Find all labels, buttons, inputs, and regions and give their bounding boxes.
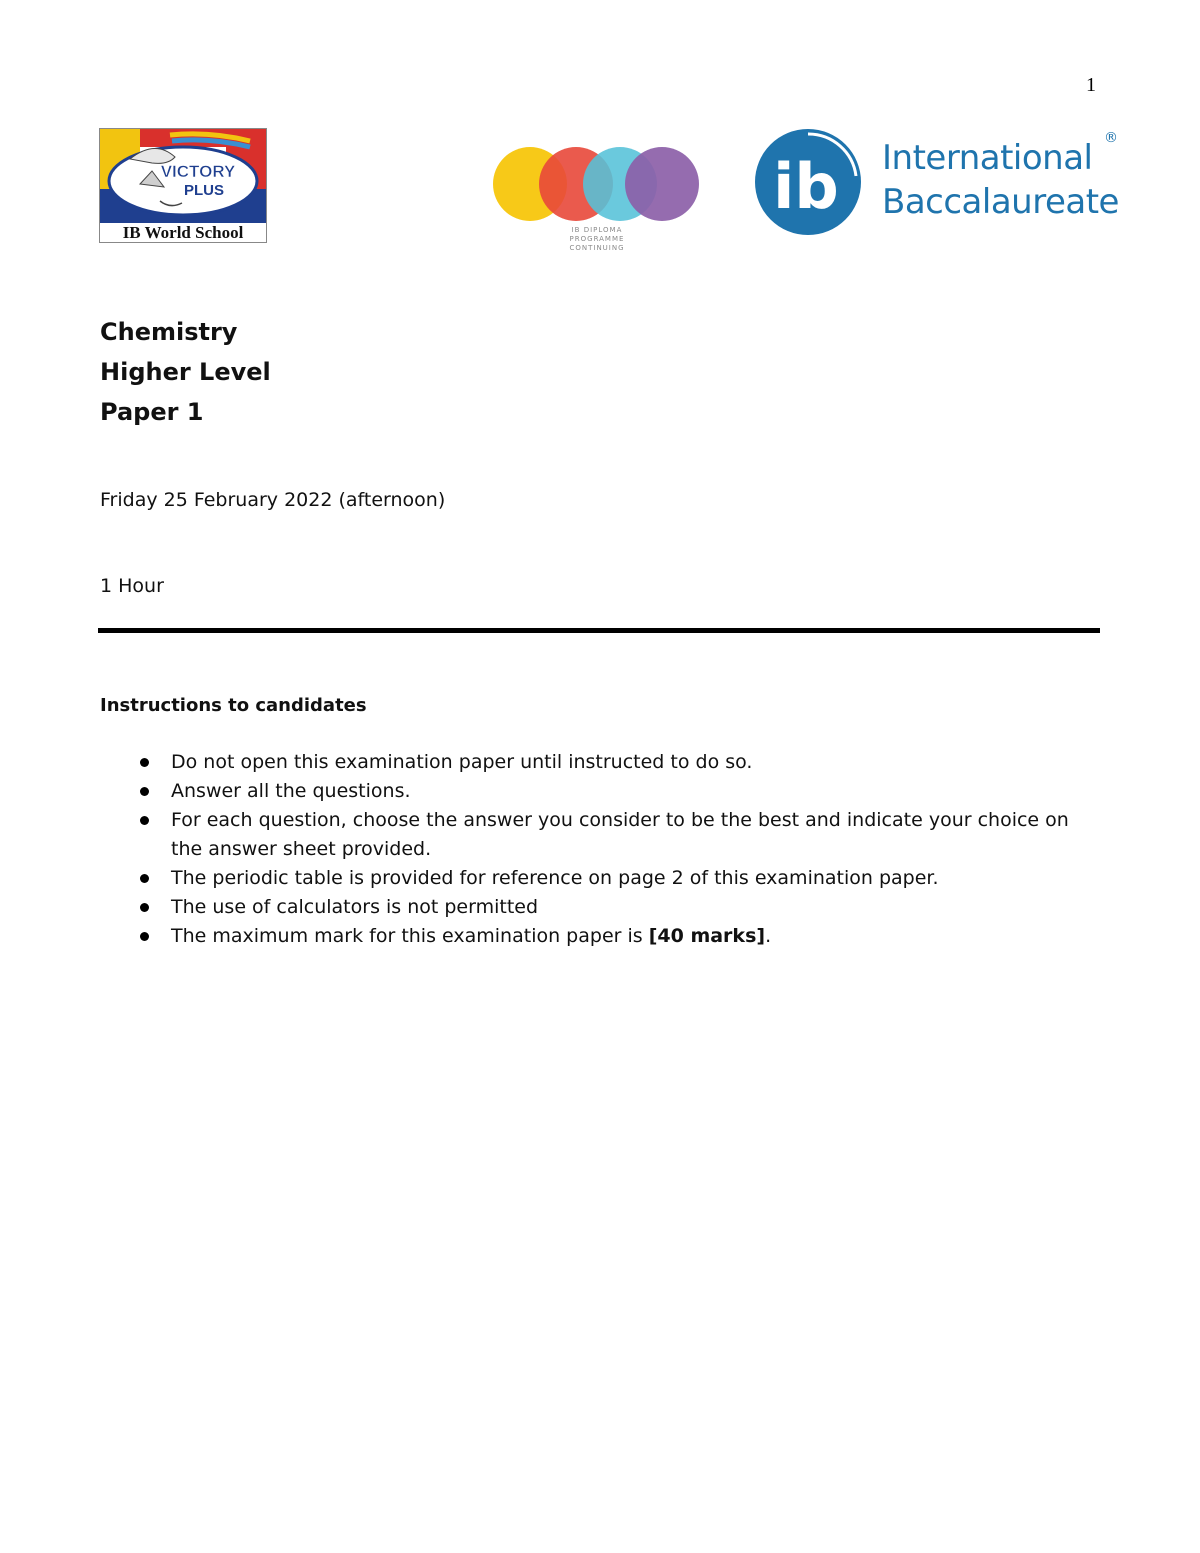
dp-caption-line-2: PROGRAMME bbox=[569, 235, 625, 243]
ib-name-text bbox=[882, 136, 1119, 224]
instruction-item bbox=[100, 922, 1100, 951]
exam-title-block bbox=[100, 312, 271, 432]
bullet-icon bbox=[140, 758, 149, 767]
dp-programme-logo bbox=[492, 144, 702, 256]
bullet-icon bbox=[140, 816, 149, 825]
victory-plus-emblem bbox=[100, 129, 266, 223]
bullet-icon bbox=[140, 787, 149, 796]
instructions-heading: Instructions to candidates bbox=[100, 695, 367, 716]
max-marks: [40 marks] bbox=[648, 925, 766, 947]
instructions-list bbox=[100, 748, 1100, 951]
ib-letters: ib bbox=[773, 150, 839, 223]
instruction-item bbox=[100, 777, 1100, 806]
school-logo-line1: VICTORY bbox=[160, 162, 236, 181]
ib-name-line1: International bbox=[882, 138, 1093, 178]
bullet-icon bbox=[140, 874, 149, 883]
instruction-text: Do not open this examination paper until instructed to do so. bbox=[171, 751, 753, 773]
dp-caption-line-1: IB DIPLOMA bbox=[571, 226, 623, 234]
exam-subject: Chemistry bbox=[100, 318, 238, 346]
instruction-item bbox=[100, 806, 1100, 864]
max-marks-suffix: . bbox=[765, 925, 772, 947]
bullet-icon bbox=[140, 932, 149, 941]
instruction-text: Answer all the questions. bbox=[171, 780, 411, 802]
instruction-item bbox=[100, 864, 1100, 893]
victory-plus-logo bbox=[99, 128, 267, 243]
instruction-text: The maximum mark for this examination paper is bbox=[171, 925, 649, 947]
exam-level: Higher Level bbox=[100, 358, 271, 386]
instruction-item bbox=[100, 893, 1100, 922]
school-logo-caption: IB World School bbox=[100, 223, 266, 242]
section-divider bbox=[98, 628, 1100, 633]
dp-circles-icon bbox=[492, 144, 702, 224]
ib-circle-icon bbox=[752, 126, 864, 238]
instruction-text: The use of calculators is not permitted bbox=[171, 896, 539, 918]
dp-caption-line-3: CONTINUING bbox=[569, 244, 625, 252]
bullet-icon bbox=[140, 903, 149, 912]
instruction-text: The periodic table is provided for reference on page 2 of this examination paper. bbox=[171, 867, 939, 889]
ib-name-line2: Baccalaureate bbox=[882, 182, 1119, 222]
instruction-text: For each question, choose the answer you consider to be the best and indicate your choice on the answer sheet provided. bbox=[171, 809, 1069, 860]
school-logo-line2: PLUS bbox=[183, 182, 225, 199]
exam-date: Friday 25 February 2022 (afternoon) bbox=[100, 489, 446, 511]
instruction-item bbox=[100, 748, 1100, 777]
exam-duration: 1 Hour bbox=[100, 575, 164, 597]
registered-mark: ® bbox=[1104, 130, 1118, 146]
ib-logo bbox=[752, 126, 1122, 238]
exam-paper: Paper 1 bbox=[100, 398, 204, 426]
page-number: 1 bbox=[1086, 74, 1096, 96]
